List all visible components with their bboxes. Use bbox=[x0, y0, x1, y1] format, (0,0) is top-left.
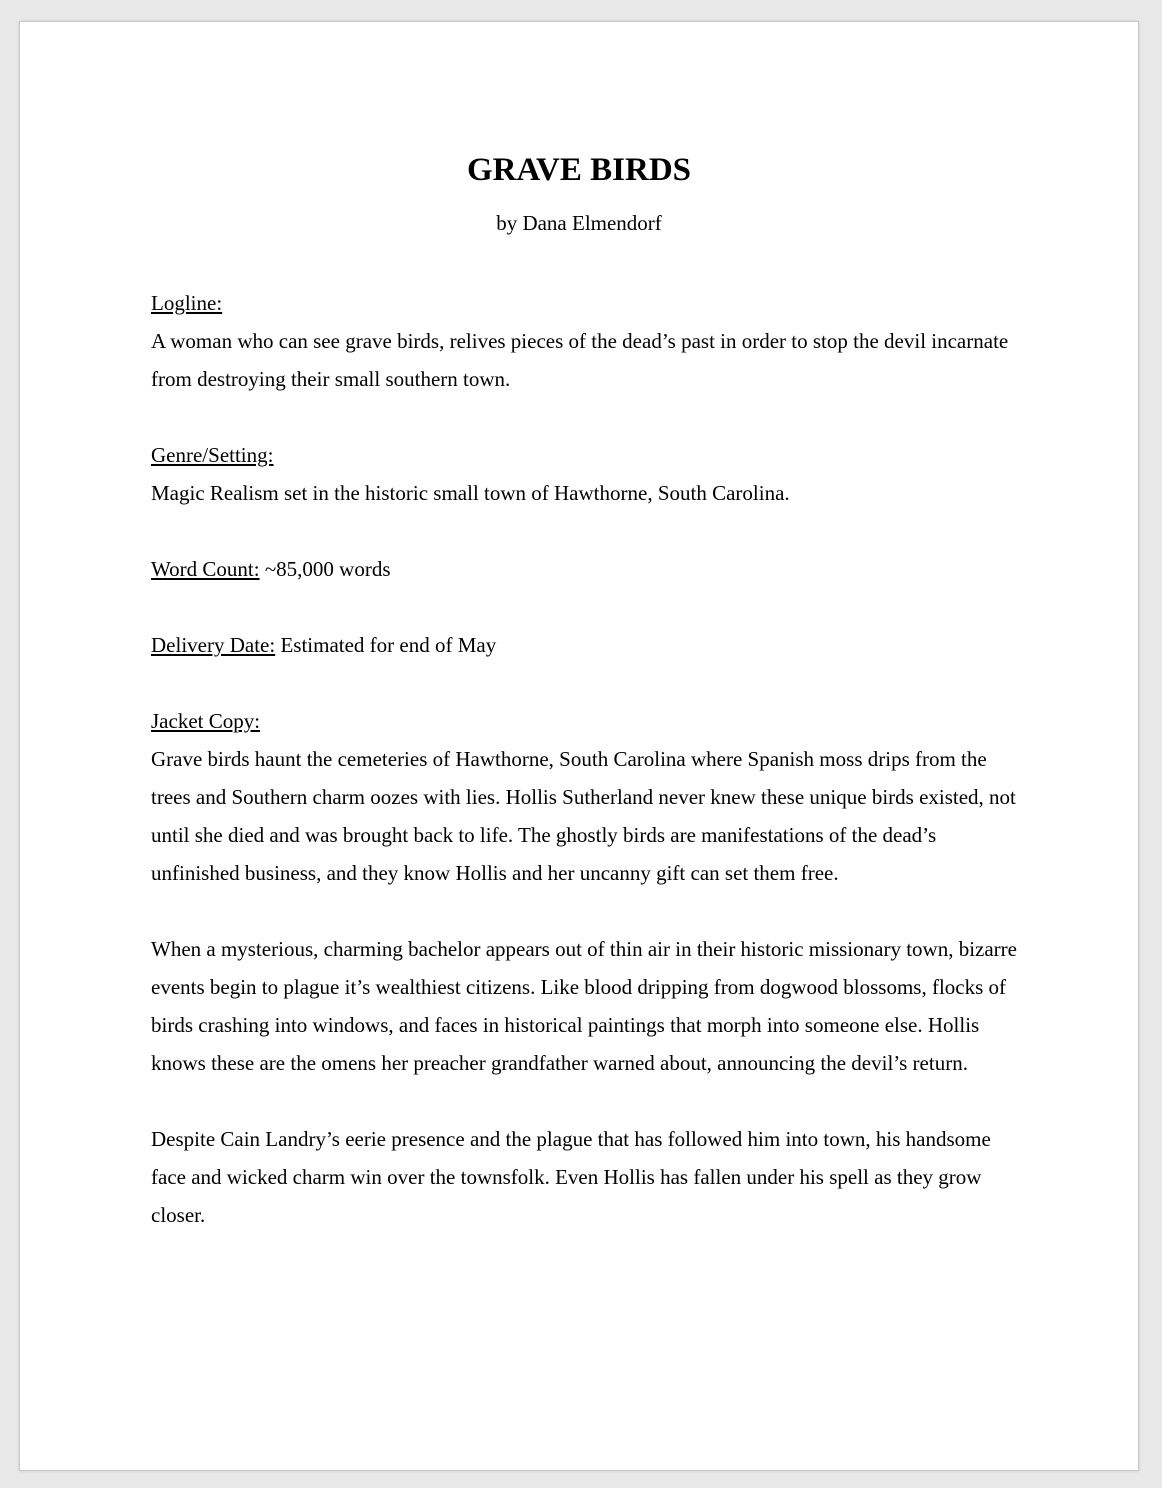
jacket-copy-paragraph: When a mysterious, charming bachelor appears out of thin air in their historic missionary town, bizarre events begin to plague it’s wealthiest citizens. Like blood dripping from dogwood blossoms, flocks of birds crashing into windows, and faces in historical paintings that morph into someone else. Hollis knows these are the omens her preacher grandfather warned about, announcing the devil’s return. bbox=[151, 937, 1017, 1075]
document-title: GRAVE BIRDS bbox=[466, 152, 692, 188]
word-count-value: ~85,000 words bbox=[259, 557, 391, 581]
delivery-date-label: Delivery Date: bbox=[151, 633, 276, 657]
document-page bbox=[19, 21, 1139, 1471]
genre-section bbox=[151, 436, 1021, 512]
jacket-copy-paragraph: Despite Cain Landry’s eerie presence and the plague that has followed him into town, his handsome face and wicked charm win over the townsfolk. Even Hollis has fallen under his spell as they grow closer. bbox=[151, 1127, 991, 1227]
logline-label: Logline: bbox=[151, 291, 223, 315]
author-line: by Dana Elmendorf bbox=[496, 211, 662, 235]
genre-text: Magic Realism set in the historic small town of Hawthorne, South Carolina. bbox=[151, 481, 790, 505]
jacket-copy-label: Jacket Copy: bbox=[151, 709, 261, 733]
document-body bbox=[151, 284, 1021, 1234]
word-count-label: Word Count: bbox=[151, 557, 260, 581]
jacket-copy-section bbox=[151, 702, 1021, 1234]
logline-text: A woman who can see grave birds, relives pieces of the dead’s past in order to stop the devil incarnate from destroying their small southern town. bbox=[151, 329, 1009, 391]
logline-section bbox=[151, 284, 1021, 398]
delivery-date-line bbox=[151, 626, 1021, 664]
delivery-date-value: Estimated for end of May bbox=[275, 633, 497, 657]
word-count-line bbox=[151, 550, 1021, 588]
jacket-copy-paragraph: Grave birds haunt the cemeteries of Hawthorne, South Carolina where Spanish moss drips from the trees and Southern charm oozes with lies. Hollis Sutherland never knew these unique birds existed, not until she died and was brought back to life. The ghostly birds are manifestations of the dead’s unfinished business, and they know Hollis and her uncanny gift can set them free. bbox=[151, 747, 1016, 885]
genre-label: Genre/Setting: bbox=[151, 443, 274, 467]
